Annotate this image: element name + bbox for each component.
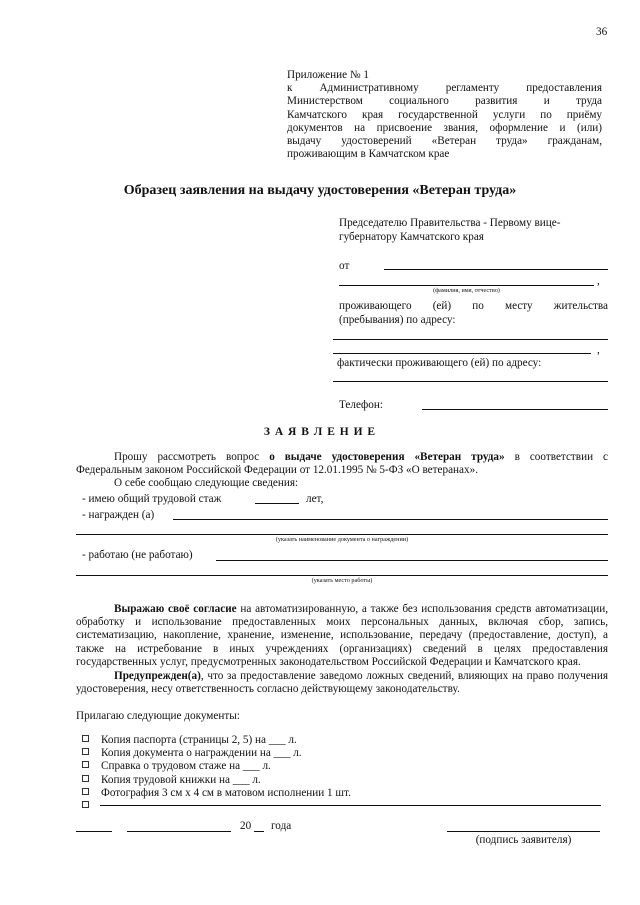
request-line-3: О себе сообщаю следующие сведения: [114,477,299,490]
attachment-item-3[interactable] [82,760,608,773]
appendix-title: Приложение № 1 [287,69,369,81]
work-hint: (указать место работы) [311,577,373,584]
residence-field-1[interactable] [333,339,608,340]
residence-line-2: (пребывания) по адресу: [339,314,456,326]
addressee-line-2: губернатору Камчатского края [339,231,484,243]
statement-title: З А Я В Л Е Н И Е [263,426,377,438]
year-suffix: года [271,820,292,832]
attachment-label-4: Копия трудовой книжки на ___ л. [101,773,261,786]
date-month-field[interactable] [127,831,231,832]
form-heading: Образец заявления на выдачу удостоверения «Ветеран труда» [123,183,517,198]
consent-text: на автоматизированную, а также без использования средств автоматизации, обработку и использование предоставленных моих персональных данных, включая сбор, запись, систематизацию, накопление, хранение, изменение, использование, передачу (предоставление, доступ), а также на истребование в иных учреждениях (организациях) сведений в целях предоставления государственных услуг, предусмотренных законодательством Российской Федерации и Камчатского края. [76,603,608,668]
page-number: 36 [596,26,608,38]
experience-label: - имею общий трудовой стаж [82,493,222,505]
checkbox-icon[interactable] [82,761,89,768]
awarded-field-2[interactable] [76,534,608,535]
appendix-line-6: проживающим в Камчатском крае [287,148,450,161]
date-year-field[interactable] [254,831,264,832]
consent-bold: Выражаю своё согласие [114,603,237,615]
appendix-line-3: Камчатского края государственной услуги по приёму [287,108,602,121]
request-line-1 [76,451,608,464]
request-bold: о выдаче удостоверения «Ветеран труда» [269,451,505,463]
phone-label: Телефон: [339,399,383,411]
from-name-field-2[interactable] [339,285,594,286]
appendix-line-5: выдачу удостоверений «Ветеран труда» гражданам, [287,135,602,148]
attachment-item-6[interactable] [82,800,608,813]
attachment-label-1: Копия паспорта (страницы 2, 5) на ___ л. [101,734,297,746]
residence-field-2[interactable] [333,353,591,354]
fio-hint: (фамилия, имя, отчество) [433,287,500,294]
residence-line-1: проживающего (ей) по месту жительства [339,300,608,312]
attachments-title: Прилагаю следующие документы: [76,710,240,722]
appendix-line-1: к Административному регламенту предоставления [287,82,602,95]
checkbox-icon[interactable] [82,748,89,755]
work-label: - работаю (не работаю) [82,549,193,561]
date-day-field[interactable] [76,831,112,832]
comma-1: , [597,275,600,287]
comma-2: , [597,344,600,356]
from-label: от [339,260,350,272]
experience-unit: лет, [306,493,324,505]
attachment-item-1[interactable] [82,734,608,747]
request-line-2: Федеральным законом Российской Федерации от 12.01.1995 № 5-ФЗ «О ветеранах». [76,464,478,477]
awarded-field[interactable] [173,519,608,520]
appendix-line-4: документов на присвоение звания, оформление и (или) [287,121,602,134]
request-text-b: в соответствии с [504,451,608,463]
appendix-block [287,69,602,161]
attachments-list [82,734,608,813]
attachment-item-2[interactable] [82,747,608,760]
checkbox-icon[interactable] [82,788,89,795]
warning-paragraph [76,670,608,696]
warning-text: , что за предоставление заведомо ложных сведений, влияющих на право получения удостоверения, несу ответственность согласно действующему законодательству. [76,670,608,696]
request-text-a: Прошу рассмотреть вопрос [114,451,270,463]
attachment-label-5: Фотография 3 см х 4 см в матовом исполнении 1 шт. [101,786,351,799]
checkbox-icon[interactable] [82,801,89,808]
work-field-2[interactable] [76,575,608,576]
checkbox-icon[interactable] [82,775,89,782]
year-prefix: 20 [240,820,252,832]
checkbox-icon[interactable] [82,735,89,742]
request-block [76,451,608,491]
addressee-line-1: Председателю Правительства - Первому вице- [339,217,561,229]
work-field[interactable] [216,560,608,561]
attachment-label-3: Справка о трудовом стаже на ___ л. [101,760,271,773]
attachment-item-5[interactable] [82,787,608,800]
actual-residence-field[interactable] [333,381,608,382]
attachment-item-4[interactable] [82,774,608,787]
awarded-hint: (указать наименование документа о награждении) [275,536,409,543]
attachment-label-2: Копия документа о награждении на ___ л. [101,747,302,760]
warning-bold: Предупрежден(а) [114,670,201,682]
actual-residence-label: фактически проживающего (ей) по адресу: [337,357,542,369]
experience-field[interactable] [255,503,299,504]
consent-paragraph [76,603,608,669]
awarded-label: - награжден (а) [82,509,155,521]
signature-hint: (подпись заявителя) [475,834,572,846]
signature-field[interactable] [447,831,600,832]
attachment-extra-field[interactable] [100,805,601,806]
appendix-line-2: Министерством социального развития и труда [287,95,602,108]
phone-field[interactable] [422,409,608,410]
from-name-field[interactable] [384,269,608,270]
